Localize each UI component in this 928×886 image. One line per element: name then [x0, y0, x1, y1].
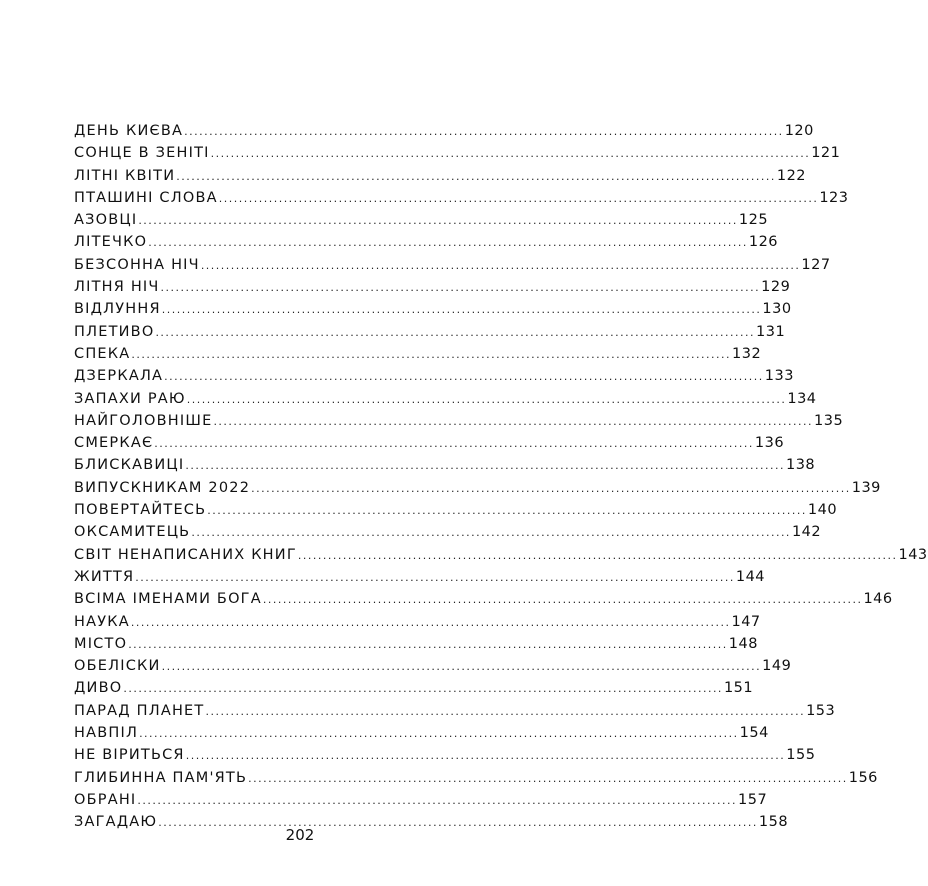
toc-entry	[74, 477, 881, 499]
toc-entry-title: СПЕКА	[74, 345, 131, 362]
toc-entry-title: ЛІТНІ КВІТИ	[74, 167, 176, 184]
toc-entry-page: 132	[732, 345, 762, 362]
toc-entry	[74, 365, 794, 387]
toc-entry	[74, 388, 817, 410]
toc-entry-title: ЗАПАХИ РАЮ	[74, 390, 186, 407]
dot-leader: ........................................................................................................................	[161, 660, 762, 674]
table-of-contents	[74, 120, 928, 834]
toc-entry-page: 138	[785, 457, 816, 474]
toc-entry-page: 147	[731, 613, 761, 630]
toc-entry-page: 130	[762, 301, 792, 318]
dot-leader: ........................................................................................................................	[248, 771, 848, 785]
toc-entry-title: ВСІМА ІМЕНАМИ БОГА	[74, 591, 262, 608]
toc-entry-page: 123	[819, 189, 849, 206]
toc-entry-page: 131	[756, 323, 786, 340]
toc-entry-title: ДИВО	[74, 680, 123, 697]
toc-entry	[74, 499, 838, 521]
dot-leader: ........................................................................................................................	[164, 370, 764, 384]
toc-entry-title: ВІДЛУННЯ	[74, 301, 161, 318]
toc-entry	[74, 700, 836, 722]
toc-entry-page: 135	[814, 412, 844, 429]
dot-leader: ........................................................................................................................	[135, 570, 735, 584]
toc-entry-title: ЛІТЕЧКО	[74, 234, 148, 251]
toc-entry	[74, 321, 786, 343]
toc-entry-page: 151	[723, 680, 754, 697]
dot-leader: ........................................................................................................................	[185, 459, 785, 473]
dot-leader: ........................................................................................................................	[137, 793, 737, 807]
dot-leader: ........................................................................................................................	[210, 147, 811, 161]
toc-entry-page: 155	[786, 747, 816, 764]
toc-entry	[74, 231, 779, 253]
dot-leader: ........................................................................................................................	[200, 258, 801, 272]
toc-entry-page: 146	[863, 591, 893, 608]
dot-leader: ........................................................................................................................	[186, 392, 787, 406]
toc-entry	[74, 633, 758, 655]
dot-leader: ........................................................................................................................	[130, 615, 731, 629]
toc-entry	[74, 209, 769, 231]
toc-entry	[74, 611, 761, 633]
toc-entry-title: ЛІТНЯ НІЧ	[74, 279, 160, 296]
toc-entry-page: 144	[735, 568, 766, 585]
toc-entry	[74, 410, 844, 432]
toc-entry-title: МІСТО	[74, 635, 128, 652]
toc-entry-title: ЖИТТЯ	[74, 568, 135, 585]
dot-leader: ........................................................................................................................	[155, 325, 756, 339]
toc-entry-title: ГЛИБИННА ПАМ'ЯТЬ	[74, 769, 248, 786]
dot-leader: ........................................................................................................................	[205, 704, 806, 718]
toc-entry-page: 126	[748, 234, 779, 251]
toc-entry	[74, 254, 831, 276]
toc-entry-title: ОБРАНІ	[74, 791, 137, 808]
toc-entry-title: НАЙГОЛОВНІШЕ	[74, 412, 213, 429]
toc-entry	[74, 588, 893, 610]
dot-leader: ........................................................................................................................	[123, 682, 723, 696]
toc-entry	[74, 767, 878, 789]
toc-entry-title: ПТАШИНІ СЛОВА	[74, 189, 218, 206]
toc-entry-title: БЛИСКАВИЦІ	[74, 457, 185, 474]
dot-leader: ........................................................................................................................	[154, 437, 754, 451]
toc-entry	[74, 655, 792, 677]
toc-entry-page: 153	[806, 702, 836, 719]
toc-entry-page: 122	[776, 167, 807, 184]
toc-entry-title: НАВПІЛ	[74, 725, 139, 742]
toc-entry	[74, 722, 769, 744]
dot-leader: ........................................................................................................................	[138, 214, 738, 228]
dot-leader: ........................................................................................................................	[131, 347, 731, 361]
toc-entry	[74, 432, 785, 454]
toc-entry-page: 133	[764, 368, 794, 385]
toc-entry-page: 148	[728, 635, 758, 652]
toc-entry-title: БЕЗСОННА НІЧ	[74, 256, 200, 273]
toc-entry-title: АЗОВЦІ	[74, 212, 138, 229]
toc-entry-title: ДЗЕРКАЛА	[74, 368, 164, 385]
dot-leader: ........................................................................................................................	[161, 303, 762, 317]
dot-leader: ........................................................................................................................	[184, 125, 784, 138]
toc-entry-title: ЗАГАДАЮ	[74, 814, 158, 831]
dot-leader: ........................................................................................................................	[128, 637, 728, 651]
toc-entry-title: ВИПУСКНИКАМ 2022	[74, 479, 251, 496]
toc-entry-page: 136	[754, 435, 785, 452]
toc-entry	[74, 165, 807, 187]
toc-entry-page: 158	[758, 814, 789, 831]
toc-entry-page: 121	[811, 145, 841, 162]
toc-entry-page: 143	[898, 546, 928, 563]
dot-leader: ........................................................................................................................	[160, 281, 761, 295]
toc-entry-title: СМЕРКАЄ	[74, 435, 154, 452]
toc-entry-page: 127	[801, 256, 831, 273]
dot-leader: ........................................................................................................................	[185, 749, 786, 763]
toc-entry	[74, 454, 816, 476]
toc-entry	[74, 298, 792, 320]
toc-entry-page: 142	[791, 524, 822, 541]
toc-entry-page: 125	[738, 212, 769, 229]
dot-leader: ........................................................................................................................	[251, 481, 851, 495]
toc-entry-page: 120	[784, 123, 814, 139]
toc-entry-page: 140	[807, 502, 838, 519]
dot-leader: ........................................................................................................................	[213, 414, 814, 428]
toc-entry	[74, 521, 822, 543]
toc-entry-title: СОНЦЕ В ЗЕНІТІ	[74, 145, 210, 162]
page-number: 202	[285, 826, 315, 844]
dot-leader: ........................................................................................................................	[207, 504, 807, 518]
toc-entry-title: СВІТ НЕНАПИСАНИХ КНИГ	[74, 546, 297, 563]
toc-entry	[74, 120, 814, 142]
toc-entry-title: ПОВЕРТАЙТЕСЬ	[74, 502, 207, 519]
dot-leader: ........................................................................................................................	[297, 548, 898, 562]
dot-leader: ........................................................................................................................	[158, 816, 758, 830]
toc-entry-title: НАУКА	[74, 613, 130, 630]
toc-entry-page: 129	[761, 279, 791, 296]
dot-leader: ........................................................................................................................	[148, 236, 748, 250]
toc-entry-page: 157	[738, 791, 768, 808]
dot-leader: ........................................................................................................................	[139, 727, 739, 741]
toc-entry-title: ДЕНЬ КИЄВА	[74, 123, 184, 139]
toc-entry	[74, 276, 791, 298]
toc-entry-title: ПЛЕТИВО	[74, 323, 155, 340]
toc-entry	[74, 744, 816, 766]
toc-entry-title: НЕ ВІРИТЬСЯ	[74, 747, 185, 764]
toc-entry	[74, 566, 766, 588]
toc-entry	[74, 544, 928, 566]
dot-leader: ........................................................................................................................	[176, 169, 776, 183]
toc-entry-title: ОБЕЛІСКИ	[74, 658, 161, 675]
toc-entry-page: 134	[787, 390, 817, 407]
toc-entry	[74, 187, 849, 209]
toc-entry-page: 149	[762, 658, 792, 675]
dot-leader: ........................................................................................................................	[262, 593, 863, 607]
toc-entry	[74, 343, 762, 365]
toc-entry	[74, 789, 768, 811]
toc-entry-page: 156	[848, 769, 878, 786]
toc-entry	[74, 142, 841, 164]
toc-entry-page: 139	[851, 479, 881, 496]
dot-leader: ........................................................................................................................	[191, 526, 791, 540]
toc-entry-title: ПАРАД ПЛАНЕТ	[74, 702, 205, 719]
toc-entry	[74, 677, 754, 699]
toc-entry-title: ОКСАМИТЕЦЬ	[74, 524, 191, 541]
dot-leader: ........................................................................................................................	[218, 191, 819, 205]
toc-entry-page: 154	[739, 725, 769, 742]
